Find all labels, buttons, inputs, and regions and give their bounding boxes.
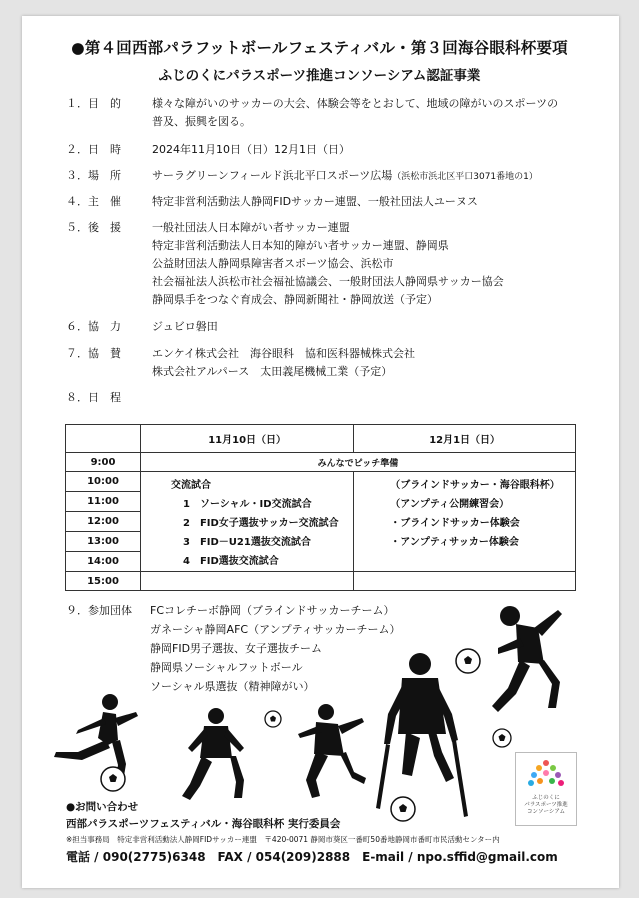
support-line: 社会福祉法人浜松市社会福祉協議会、一般財団法人静岡県サッカー協会	[152, 275, 504, 288]
table-row	[66, 572, 576, 591]
team-item: ガネーシャ静岡AFC（アンプティサッカーチーム）	[150, 623, 401, 636]
player-silhouette-icon	[488, 598, 568, 718]
schedule-header-blank	[66, 425, 141, 453]
soccer-ball-icon	[455, 648, 481, 674]
day1-item: 2 FID女子選抜サッカー交流試合	[183, 518, 339, 529]
logo-text-line: コンソーシアム	[526, 809, 565, 815]
team-item: ソーシャル県選抜（精神障がい）	[150, 680, 315, 693]
player-silhouette-icon	[48, 690, 143, 790]
time-cell: 10:00	[66, 472, 141, 492]
time-cell: 14:00	[66, 552, 141, 572]
player-silhouette-icon	[176, 706, 256, 802]
day2-program	[354, 472, 576, 572]
schedule-header-row	[66, 425, 576, 453]
logo-text-line: パラスポーツ推進	[524, 802, 568, 808]
soccer-ball-icon	[492, 728, 512, 748]
time-cell: 9:00	[66, 453, 141, 472]
venue-name: サーラグリーンフィールド浜北平口スポーツ広場	[152, 169, 393, 182]
schedule-header-day1: 11月10日（日）	[141, 425, 354, 453]
opening-cell: みんなでピッチ準備	[141, 453, 576, 472]
time-cell: 11:00	[66, 492, 141, 512]
table-row	[66, 472, 576, 492]
time-cell: 13:00	[66, 532, 141, 552]
support-line: 特定非営利活動法人日本知的障がい者サッカー連盟、静岡県	[152, 239, 449, 252]
table-row	[66, 453, 576, 472]
support-line: 静岡県手をつなぐ育成会、静岡新聞社・静岡放送（予定）	[152, 293, 438, 306]
soccer-ball-icon	[100, 766, 126, 792]
team-item: 静岡FID男子選抜、女子選抜チーム	[150, 642, 323, 655]
contact-heading: ●お問い合わせ	[66, 801, 139, 813]
purpose-label: １．目 的	[66, 97, 121, 110]
sponsor-line: 株式会社アルパース 太田義尾機械工業（予定）	[152, 365, 393, 378]
purpose-line: 様々な障がいのサッカーの大会、体験会等をとおして、地域の障がいのスポーツの	[152, 97, 559, 110]
support-line: 一般社団法人日本障がい者サッカー連盟	[152, 221, 350, 234]
team-item: FCコレチーボ静岡（ブラインドサッカーチーム）	[150, 604, 395, 617]
day2-item: （ブラインドサッカー・海谷眼科杯）	[390, 480, 560, 491]
time-cell: 15:00	[66, 572, 141, 591]
purpose-line: 普及、振興を図る。	[152, 115, 251, 128]
day2-item: ・アンプティサッカー体験会	[390, 537, 519, 548]
committee-name: 西部パラスポーツフェスティバル・海谷眼科杯 実行委員会	[66, 818, 341, 830]
day1-item: 3 FID－U21選抜交流試合	[183, 537, 311, 548]
venue-label: ３．場 所	[66, 169, 121, 182]
cooperation-value: ジュビロ磐田	[152, 320, 218, 333]
team-item: 静岡県ソーシャルフットボール	[150, 661, 303, 674]
consortium-logo-icon	[526, 757, 566, 791]
page-subtitle: ふじのくにパラスポーツ推進コンソーシアム認証事業	[158, 68, 481, 84]
cooperation-label: ６．協 力	[66, 320, 121, 333]
day1-item: 1 ソーシャル・ID交流試合	[183, 499, 312, 510]
player-silhouette-icon	[292, 700, 372, 800]
day1-item: 4 FID選抜交流試合	[183, 556, 279, 567]
schedule-header-day2: 12月1日（日）	[354, 425, 576, 453]
date-value: 2024年11月10日（日）12月1日（日）	[152, 143, 350, 156]
sponsor-line: エンケイ株式会社 海谷眼科 協和医科器械株式会社	[152, 347, 416, 360]
day2-item: ・ブラインドサッカー体験会	[390, 518, 520, 529]
day1-program	[141, 472, 354, 572]
sponsor-label: ７．協 賛	[66, 347, 121, 360]
venue-address: （浜松市浜北区平口3071番地の1）	[392, 172, 538, 182]
date-label: ２．日 時	[66, 143, 121, 156]
support-line: 公益財団法人静岡県障害者スポーツ協会、浜松市	[152, 257, 394, 270]
empty-cell	[141, 572, 354, 591]
contact-details: 電話 / 090(2775)6348 FAX / 054(209)2888 E-mail / npo.sffid@gmail.com	[66, 850, 558, 864]
contact-block	[66, 799, 558, 866]
day2-item: （アンプティ公開練習会）	[390, 499, 510, 510]
empty-cell	[354, 572, 576, 591]
soccer-ball-icon	[264, 710, 282, 728]
page-title: ●第４回西部パラフットボールフェスティバル・第３回海谷眼科杯要項	[71, 39, 568, 57]
schedule-table	[65, 424, 576, 591]
logo-text-line: ふじのくに	[532, 795, 560, 801]
host-label: ４．主 催	[66, 195, 121, 208]
host-value: 特定非営利活動法人静岡FIDサッカー連盟、一般社団法人ユーヌス	[152, 195, 478, 208]
teams-label: ９．参加団体	[66, 604, 132, 617]
day1-item: 交流試合	[171, 480, 211, 491]
schedule-label: ８．日 程	[66, 391, 121, 404]
time-cell: 12:00	[66, 512, 141, 532]
support-label: ５．後 援	[66, 221, 121, 234]
office-address: ※担当事務局 特定非営利活動法人静岡FIDサッカー連盟 〒420-0071 静岡市葵区一番町50番地静岡市番町市民活動センター内	[66, 835, 500, 844]
